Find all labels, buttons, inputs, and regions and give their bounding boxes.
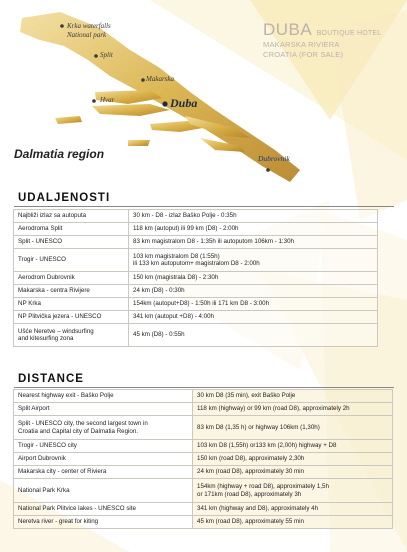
distance-cell: 24 km (road D8), approximately 30 min xyxy=(193,466,393,479)
table-row xyxy=(14,403,393,416)
table-row xyxy=(14,210,378,223)
distance-cell: 154km (highway + road D8), approximately 1,5h or 171km (road D8), approximately 3h xyxy=(193,479,393,503)
hotel-brand xyxy=(263,21,381,58)
island-lastovo xyxy=(128,140,150,146)
table-row xyxy=(14,466,393,479)
distance-cell: 30 km - D8 - izlaz Baško Polje - 0:35h xyxy=(129,210,378,223)
table-row xyxy=(14,479,393,503)
map-label-krka-np: National park xyxy=(67,31,107,39)
destination-cell: Split - UNESCO xyxy=(14,236,129,249)
table-row xyxy=(14,416,393,440)
distance-cell: 103 km D8 (1,55h) or133 km (2,00h) highway + D8 xyxy=(193,440,393,453)
table-row xyxy=(14,223,378,236)
map-region-title: Dalmatia region xyxy=(14,147,105,161)
destination-cell: Trogir - UNESCO city xyxy=(14,440,193,453)
makarska-marker xyxy=(141,78,145,82)
split-marker xyxy=(94,54,98,58)
map-label-krka: Krka waterfalls xyxy=(67,22,111,30)
udaljenosti-table xyxy=(13,209,378,347)
distance-cell: 83 km D8 (1,35 h) or highway 106km (1,30h) xyxy=(193,416,393,440)
distance-title: DISTANCE xyxy=(18,373,84,385)
table-row xyxy=(14,272,378,285)
duba-marker xyxy=(162,101,167,106)
distance-cell: 45 km (D8) - 0:55h xyxy=(129,324,378,347)
table-row xyxy=(14,453,393,466)
distance-cell: 24 km (D8) - 0:30h xyxy=(129,285,378,298)
destination-cell: Airport Dubrovnik xyxy=(14,453,193,466)
brand-name: DUBA xyxy=(263,20,313,39)
table-row xyxy=(14,311,378,324)
destination-cell: Makarska city - center of Riviera xyxy=(14,466,193,479)
destination-cell: Trogir - UNESCO xyxy=(14,249,129,272)
destination-cell: Ušće Neretve – windsurfing and kitesurfing zona xyxy=(14,324,129,347)
distance-table xyxy=(13,389,393,529)
distance-rule xyxy=(14,387,394,388)
distance-cell: 150 km (magistrala D8) - 2:30h xyxy=(129,272,378,285)
destination-cell: NP Krka xyxy=(14,298,129,311)
hvar-marker xyxy=(92,99,96,103)
distance-cell: 341 km (autoput +D8) - 4:00h xyxy=(129,311,378,324)
table-row xyxy=(14,390,393,403)
destination-cell: Aerodrom Dubrovnik xyxy=(14,272,129,285)
table-row xyxy=(14,503,393,516)
distance-cell: 154km (autoput+D8) - 1:50h ili 171 km D8 - 3:00h xyxy=(129,298,378,311)
table-row xyxy=(14,285,378,298)
destination-cell: Najbliži izlaz sa autoputa xyxy=(14,210,129,223)
distance-cell: 341 km (highway and D8), approximately 4h xyxy=(193,503,393,516)
map-label-hvar: Hvar xyxy=(100,96,115,104)
destination-cell: NP Plitvička jezera - UNESCO xyxy=(14,311,129,324)
destination-cell: Makarska - centra Rivijere xyxy=(14,285,129,298)
table-row xyxy=(14,440,393,453)
udaljenosti-title: UDALJENOSTI xyxy=(18,192,111,204)
destination-cell: Nearest highway exit - Baško Polje xyxy=(14,390,193,403)
map-label-duba: Duba xyxy=(170,96,198,110)
udaljenosti-rule xyxy=(14,206,394,207)
island-hvar xyxy=(92,104,170,116)
krka-marker xyxy=(60,24,64,28)
distance-cell: 45 km (road D8), approximately 55 min xyxy=(193,516,393,529)
brand-line-2: CROATIA (FOR SALE) xyxy=(263,49,344,59)
table-row xyxy=(14,236,378,249)
destination-cell: National Park Plitvice lakes - UNESCO site xyxy=(14,503,193,516)
brand-line-1: MAKARSKA RIVIERA xyxy=(263,40,340,49)
table-row xyxy=(14,249,378,272)
table-row xyxy=(14,298,378,311)
destination-cell: Split Airport xyxy=(14,403,193,416)
distance-cell: 103 km magistralom D8 (1:55h) ili 133 km autoputom+ magistralom D8 - 2:00h xyxy=(129,249,378,272)
map-label-dubrovnik: Dubrovnik xyxy=(258,154,290,163)
destination-cell: Aerodroma Split xyxy=(14,223,129,236)
table-row xyxy=(14,324,378,347)
table-row xyxy=(14,516,393,529)
island-vis xyxy=(55,116,82,124)
distance-cell: 150 km (road D8), approximately 2,30h xyxy=(193,453,393,466)
map-label-makarska: Makarska xyxy=(146,75,174,83)
distance-cell: 118 km (highway) or 99 km (road D8), approximately 2h xyxy=(193,403,393,416)
destination-cell: Split - UNESCO city, the second largest town in Croatia and Capital city of Dalmatia Region. xyxy=(14,416,193,440)
dubrovnik-marker xyxy=(266,168,270,172)
distance-cell: 30 km D8 (35 min), exit Baško Polje xyxy=(193,390,393,403)
brand-suffix: BOUTIQUE HOTEL xyxy=(316,30,382,37)
map-label-split: Split xyxy=(100,51,113,59)
distance-cell: 118 km (autoput) ili 99 km (D8) - 2:00h xyxy=(129,223,378,236)
destination-cell: Neretva river - great for kiting xyxy=(14,516,193,529)
distance-cell: 83 km magistralom D8 - 1:35h ili autoputom 106km - 1:30h xyxy=(129,236,378,249)
destination-cell: National Park Krka xyxy=(14,479,193,503)
